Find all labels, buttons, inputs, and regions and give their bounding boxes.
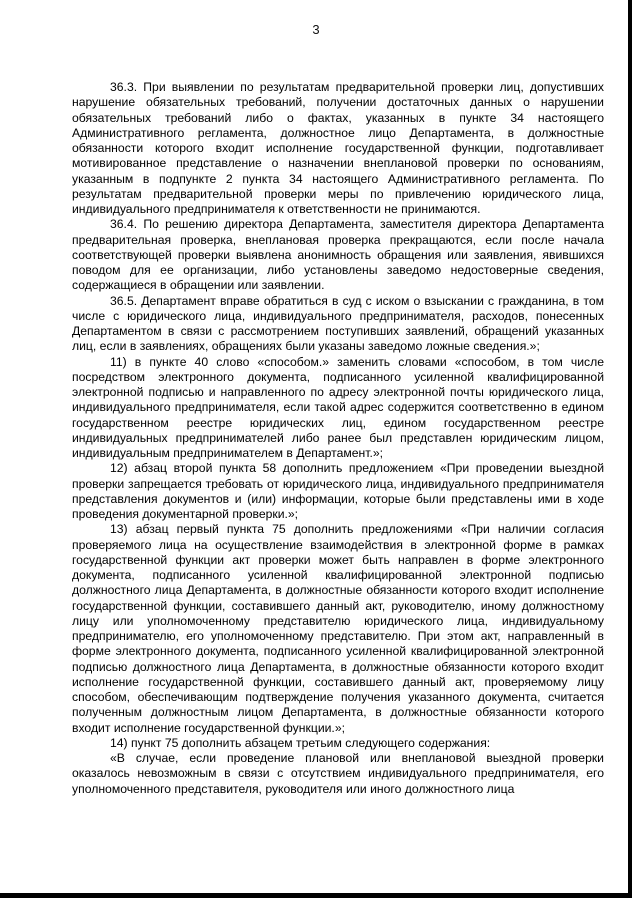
- amendment-item-13: 13) абзац первый пункта 75 дополнить предложениями «При наличии согласия проверяемого лица на осуществление взаимодействия в электронной форме в рамках государственной функции акт проверки может быть направлен в форме электронного документа, подписанного усиленной квалифицированной электронной подписью должностного лица Департамента, в должностные обязанности которого входит исполнение государственной функции, составившего данный акт, руководителю, иному должностному лицу или уполномоченному представителю юридического лица, индивидуальному предпринимателю, его уполномоченному представителю. При этом акт, направленный в форме электронного документа, подписанного усиленной квалифицированной электронной подписью должностного лица Департамента, в должностные обязанности которого входит исполнение государственной функции, составившего данный акт, проверяемому лицу способом, обеспечивающим подтверждение получения указанного документа, считается полученным должностным лицом Департамента, в должностные обязанности которого входит исполнение государственной функции.»;: [72, 522, 604, 735]
- amendment-item-14: 14) пункт 75 дополнить абзацем третьим следующего содержания:: [110, 735, 491, 750]
- paragraph-36-3: 36.3. При выявлении по результатам предварительной проверки лиц, допустивших нарушение обязательных требований, получении достаточных данных о нарушении обязательных требований либо о фактах, указанных в пункте 34 настоящего Административного регламента, должностное лицо Департамента, в должностные обязанности которого входит исполнение государственной функции, подготавливает мотивированное представление о назначении внеплановой проверки по основаниям, указанным в подпункте 2 пункта 34 настоящего Административного регламента. По результатам предварительной проверки меры по привлечению юридического лица, индивидуального предпринимателя к ответственности не принимаются.: [72, 80, 604, 216]
- amendment-item-11: 11) в пункте 40 слово «способом.» заменить словами «способом, в том числе посредством электронного документа, подписанного усиленной квалифицированной электронной подписью и направленного по адресу электронной почты юридического лица, индивидуального предпринимателя, если такой адрес содержится соответственно в едином государственном реестре юридических лиц, едином государственном реестре индивидуальных предпринимателей либо ранее был представлен юридическим лицом, индивидуальным предпринимателем в Департамент.»;: [72, 354, 604, 460]
- paragraph-36-5: 36.5. Департамент вправе обратиться в суд с иском о взыскании с гражданина, в том числе с юридического лица, индивидуального предпринимателя, расходов, понесенных Департаментом в связи с рассмотрением поступивших заявлений, обращений указанных лиц, если в заявлениях, обращениях были указаны заведомо ложные сведения.»;: [72, 293, 604, 354]
- amendment-item-14-quote: «В случае, если проведение плановой или внеплановой выездной проверки оказалось невозможным в связи с отсутствием индивидуального предпринимателя, его уполномоченного представителя, руководителя или иного должностного лица: [72, 751, 604, 796]
- document-body: [72, 80, 604, 797]
- paragraph-36-4: 36.4. По решению директора Департамента, заместителя директора Департамента предварительная проверка, внеплановая проверка прекращаются, если после начала соответствующей проверки выявлена анонимность обращения или заявления, явившихся поводом для ее организации, либо установлены заведомо недостоверные сведения, содержащиеся в обращении или заявлении.: [72, 217, 604, 293]
- page-number: 3: [312, 22, 320, 37]
- amendment-item-12: 12) абзац второй пункта 58 дополнить предложением «При проведении выездной проверки запрещается требовать от юридического лица, индивидуального предпринимателя представления документов и (или) информации, которые были представлены ими в ходе проведения документарной проверки.»;: [72, 461, 604, 521]
